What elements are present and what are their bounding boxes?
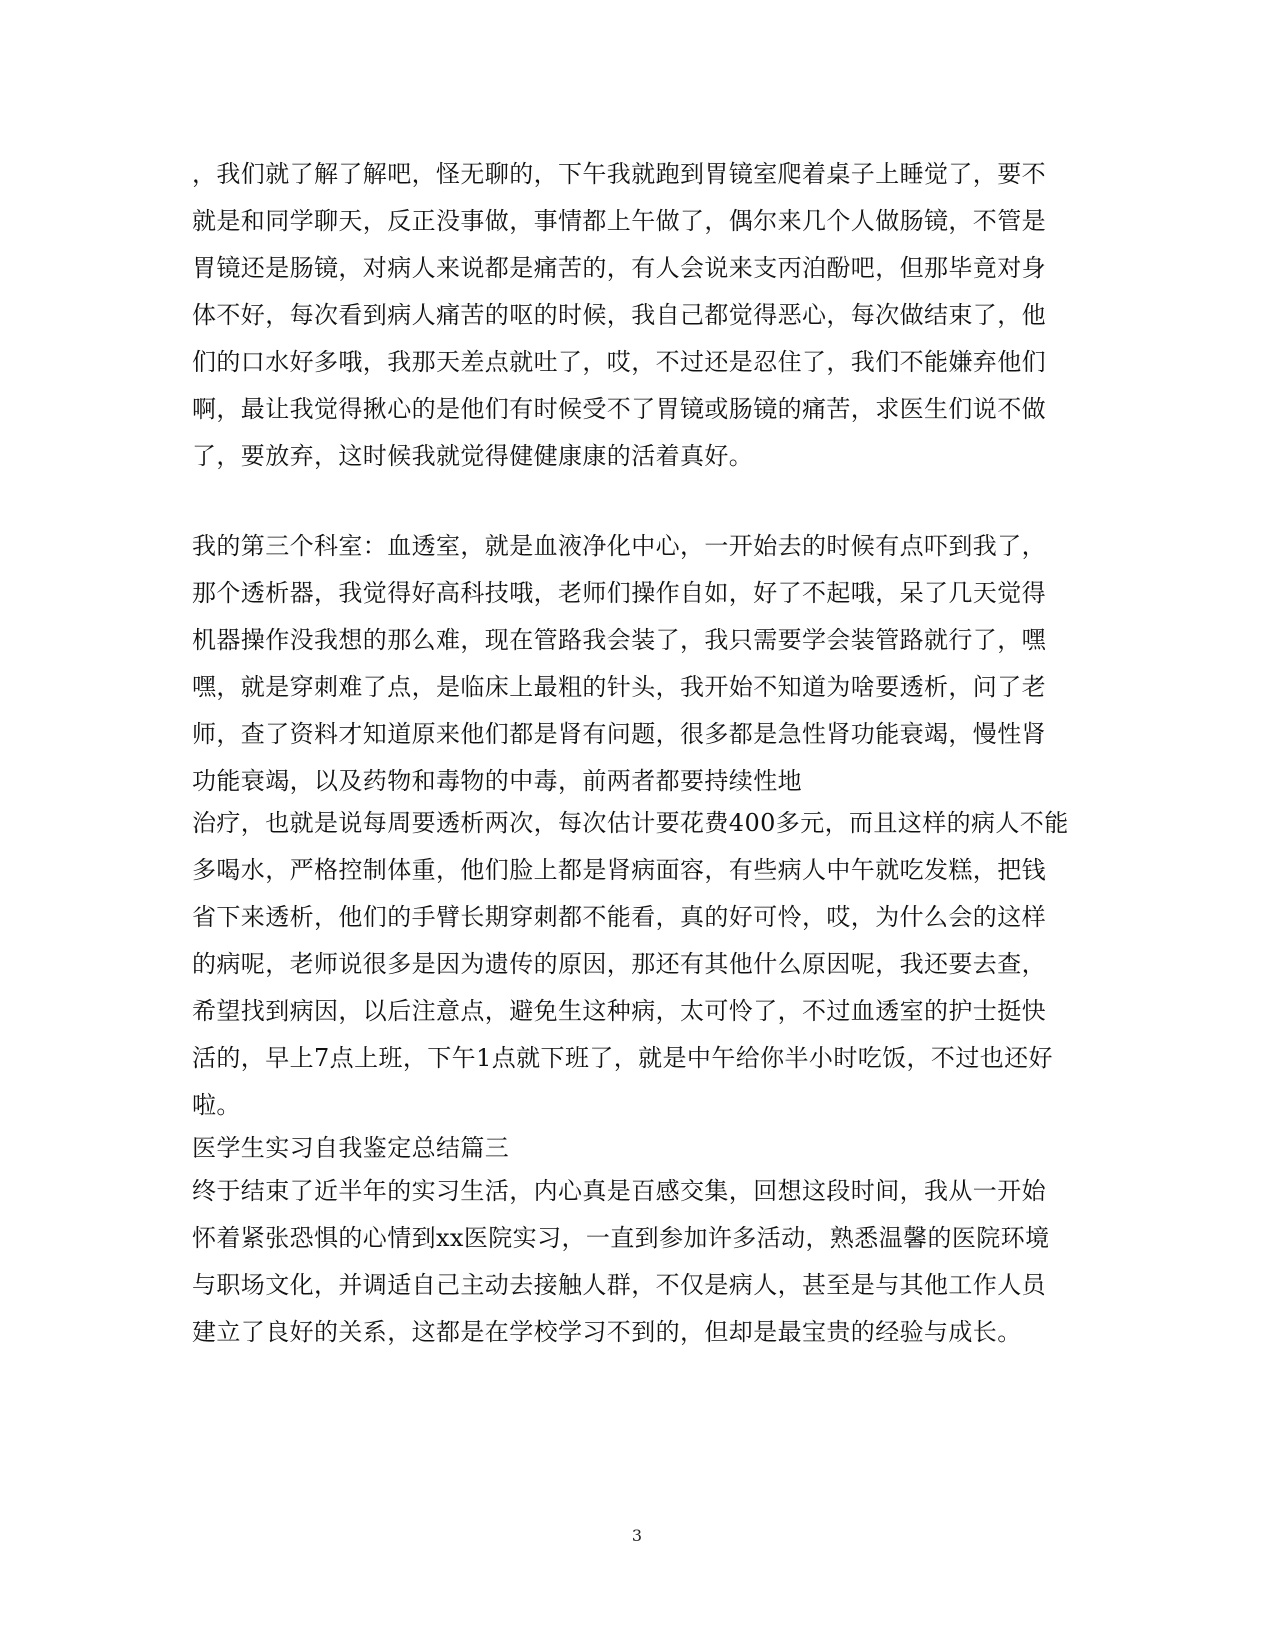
text-line: 胃镜还是肠镜，对病人来说都是痛苦的，有人会说来支丙泊酚吧，但那毕竟对身 [192, 254, 1046, 282]
text-line: 啦。 [192, 1091, 241, 1119]
text-line: 机器操作没我想的那么难，现在管路我会装了，我只需要学会装管路就行了，嘿 [192, 626, 1046, 654]
text-line: 怀着紧张恐惧的心情到xx医院实习，一直到参加许多活动，熟悉温馨的医院环境 [192, 1224, 1050, 1252]
text-line: 师，查了资料才知道原来他们都是肾有问题，很多都是急性肾功能衰竭，慢性肾 [192, 720, 1046, 748]
text-line: 希望找到病因，以后注意点，避免生这种病，太可怜了，不过血透室的护士挺快 [192, 997, 1046, 1025]
text-line: 那个透析器，我觉得好高科技哦，老师们操作自如，好了不起哦，呆了几天觉得 [192, 579, 1046, 607]
text-line: 就是和同学聊天，反正没事做，事情都上午做了，偶尔来几个人做肠镜，不管是 [192, 207, 1046, 235]
text-line: 治疗，也就是说每周要透析两次，每次估计要花费400多元，而且这样的病人不能 [192, 809, 1069, 837]
text-line: 我的第三个科室：血透室，就是血液净化中心，一开始去的时候有点吓到我了， [192, 532, 1046, 560]
text-line: 的病呢，老师说很多是因为遗传的原因，那还有其他什么原因呢，我还要去查， [192, 950, 1046, 978]
text-line: 省下来透析，他们的手臂长期穿刺都不能看，真的好可怜，哎，为什么会的这样 [192, 903, 1046, 931]
text-line: 啊，最让我觉得揪心的是他们有时候受不了胃镜或肠镜的痛苦，求医生们说不做 [192, 395, 1046, 423]
section-heading: 医学生实习自我鉴定总结篇三 [192, 1134, 510, 1162]
text-line: 建立了良好的关系，这都是在学校学习不到的，但却是最宝贵的经验与成长。 [192, 1318, 1022, 1346]
text-line: 体不好，每次看到病人痛苦的呕的时候，我自己都觉得恶心，每次做结束了，他 [192, 301, 1046, 329]
text-line: 了，要放弃，这时候我就觉得健健康康的活着真好。 [192, 442, 754, 470]
text-line: 嘿，就是穿刺难了点，是临床上最粗的针头，我开始不知道为啥要透析，问了老 [192, 673, 1046, 701]
text-line: 活的，早上7点上班，下午1点就下班了，就是中午给你半小时吃饭，不过也还好 [192, 1044, 1053, 1072]
text-line: 多喝水，严格控制体重，他们脸上都是肾病面容，有些病人中午就吃发糕，把钱 [192, 856, 1046, 884]
text-line: 终于结束了近半年的实习生活，内心真是百感交集，回想这段时间，我从一开始 [192, 1177, 1046, 1205]
page-number: 3 [631, 1526, 643, 1545]
text-line: 功能衰竭，以及药物和毒物的中毒，前两者都要持续性地 [192, 767, 802, 795]
text-line: ，我们就了解了解吧，怪无聊的，下午我就跑到胃镜室爬着桌子上睡觉了，要不 [192, 160, 1046, 188]
text-line: 们的口水好多哦，我那天差点就吐了，哎，不过还是忍住了，我们不能嫌弃他们 [192, 348, 1046, 376]
text-line: 与职场文化，并调适自己主动去接触人群，不仅是病人，甚至是与其他工作人员 [192, 1271, 1046, 1299]
